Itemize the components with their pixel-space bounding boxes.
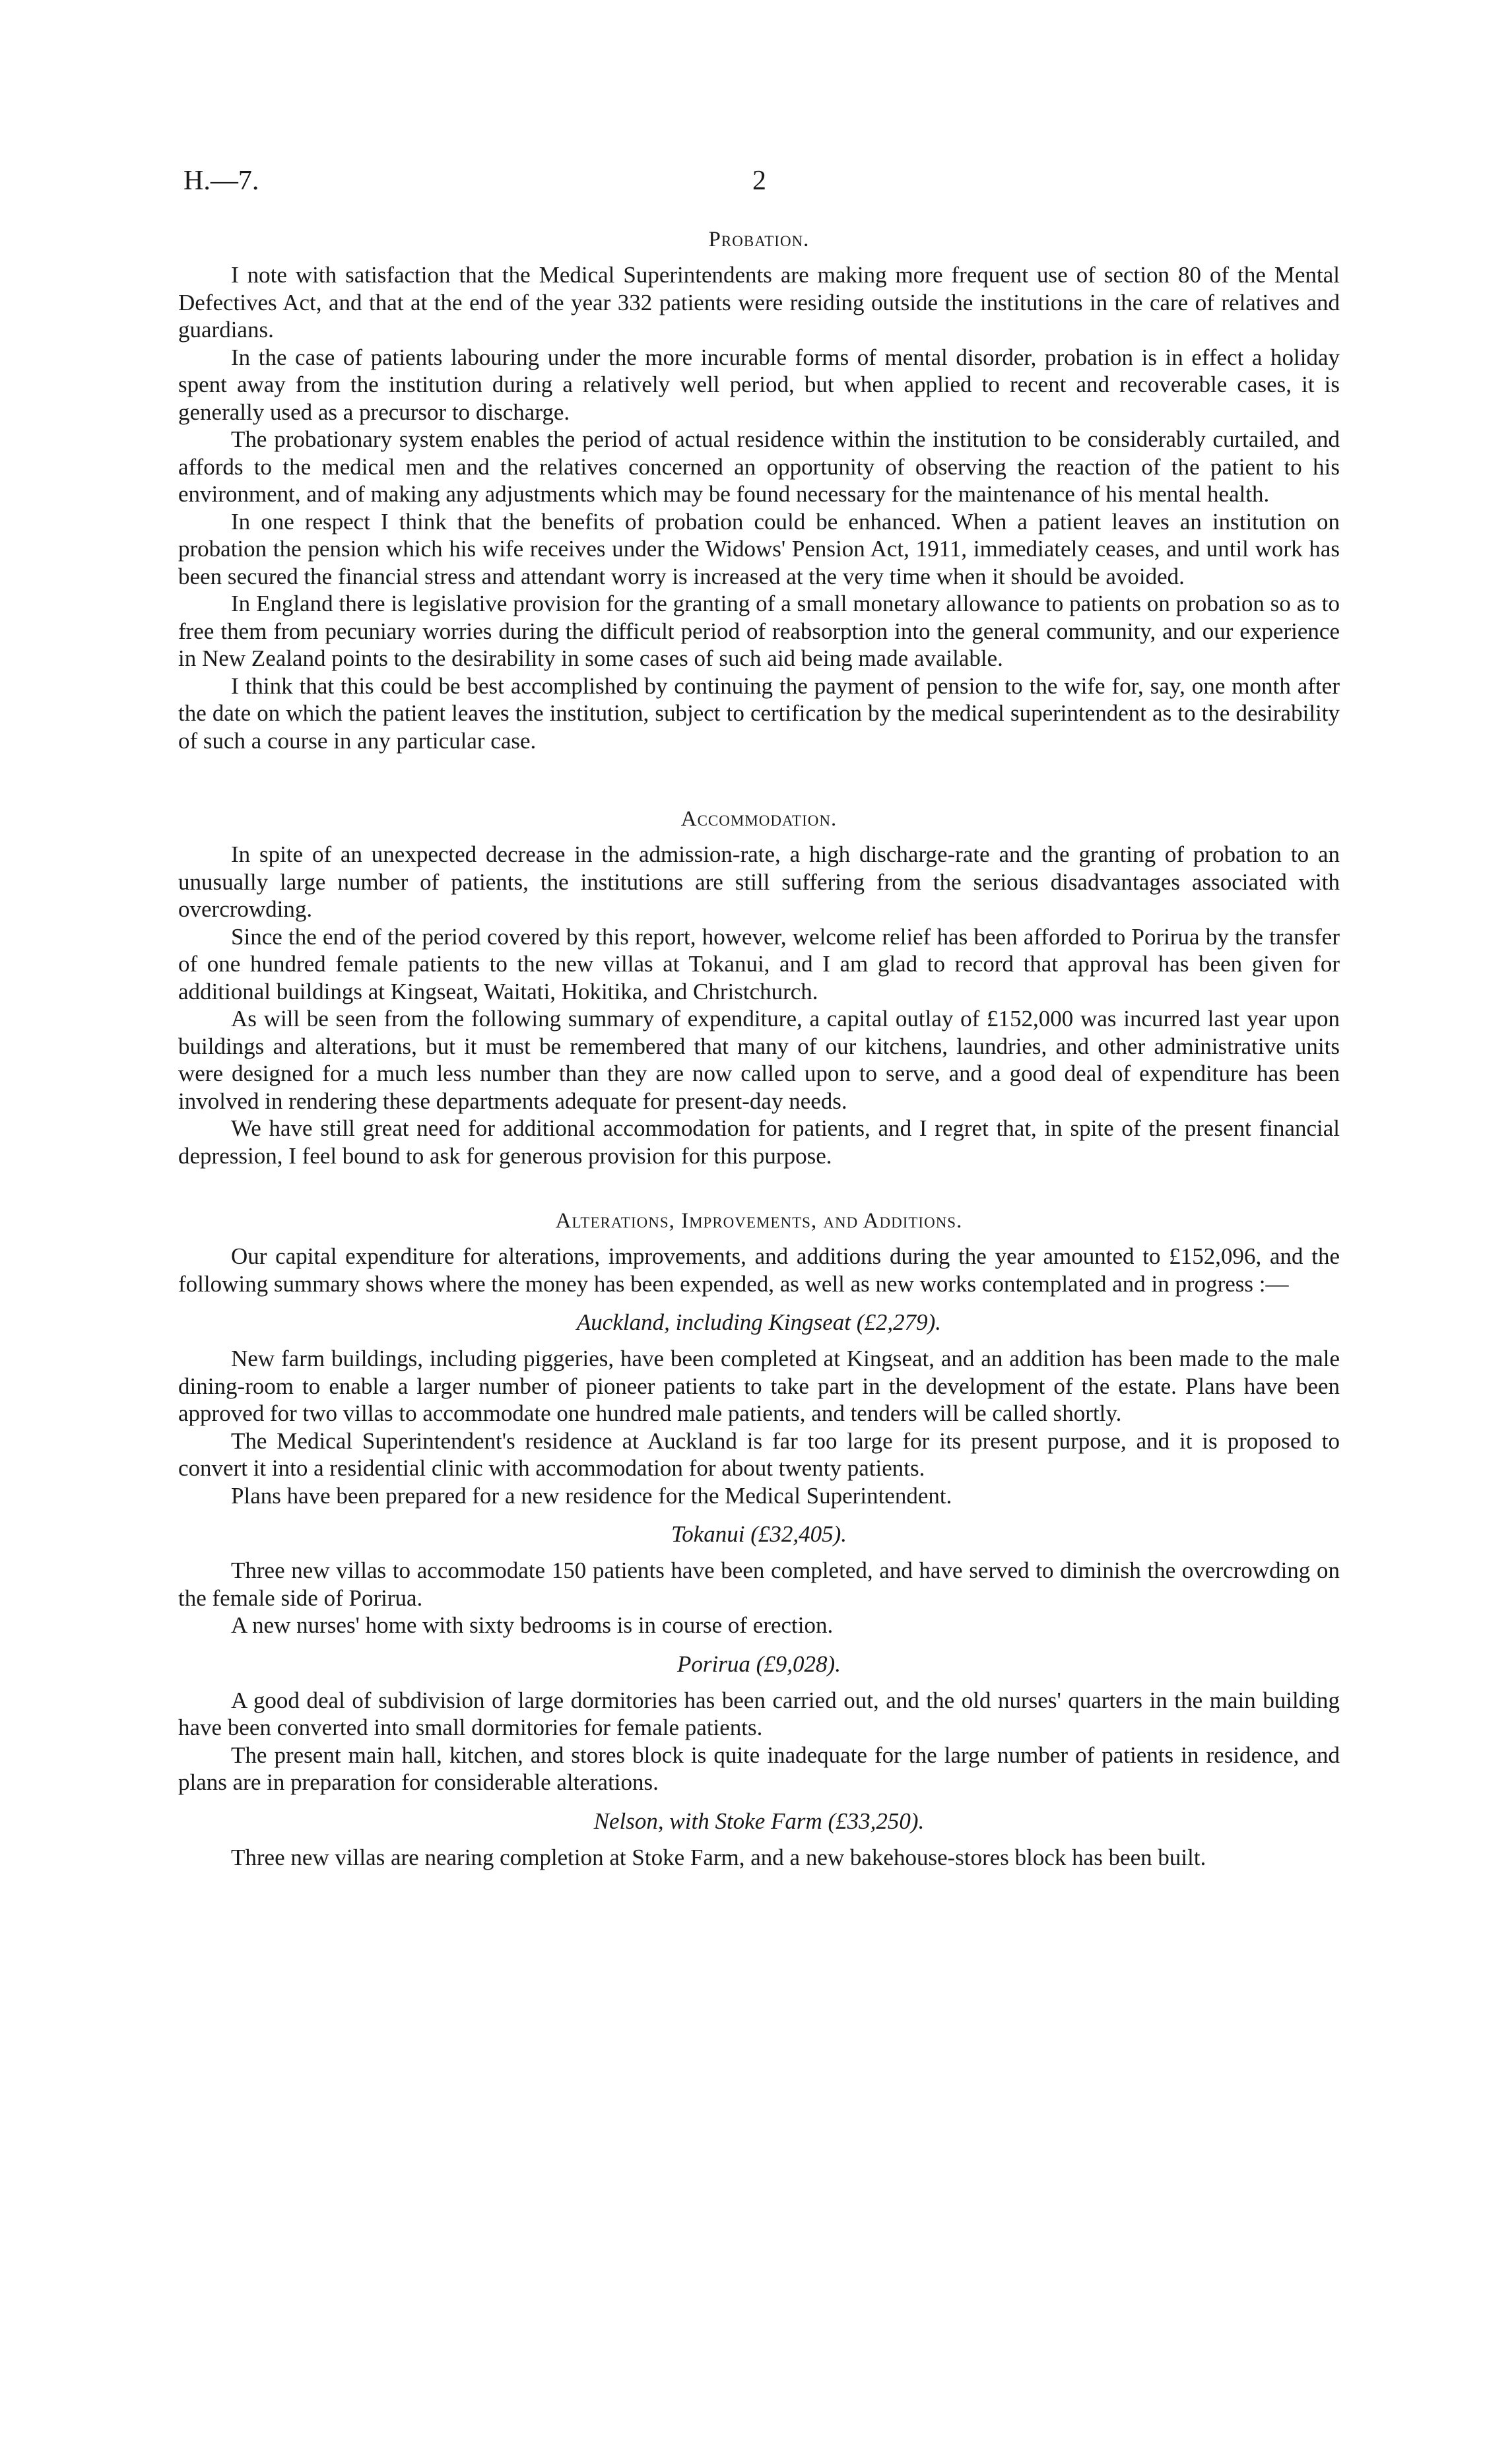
- subsection-heading-tokanui: Tokanui (£32,405).: [671, 1521, 847, 1547]
- page-number: 2: [752, 166, 766, 196]
- paragraph: New farm buildings, including piggeries, have been completed at Kingseat, and an addition has been made to the male dining-room to enable a larger number of pioneer patients to take part in the development of the estate. Plans have been approved for two villas to accommodate one hundred male patients, and tenders will be called shortly.: [178, 1346, 1340, 1426]
- paragraph: I think that this could be best accomplished by continuing the payment of pension to the wife for, say, one month after the date on which the patient leaves the institution, subject to certification by the medical superintendent as to the desirability of such a course in any particular case.: [178, 672, 1340, 754]
- paragraph: In one respect I think that the benefits of probation could be enhanced. When a patient leaves an institution on probation the pension which his wife receives under the Widows' Pension Act, 1911, immediately ceases, and until work has been secured the financial stress and attendant worry is increased at the very time when it should be avoided.: [178, 508, 1340, 589]
- subsection-heading-nelson: Nelson, with Stoke Farm (£33,250).: [593, 1808, 925, 1834]
- paragraph: I note with satisfaction that the Medical Superintendents are making more frequent use of section 80 of the Mental Defectives Act, and that at the end of the year 332 patients were residing outside the institutions in the care of relatives and guardians.: [178, 262, 1340, 343]
- page-header: [178, 165, 1340, 205]
- paragraph: In England there is legislative provision for the granting of a small monetary allowance to patients on probation so as to free them from pecuniary worries during the difficult period of reabsorption into the general community, and our experience in New Zealand points to the desirability in some cases of such aid being made available.: [178, 591, 1340, 671]
- paragraph: A good deal of subdivision of large dormitories has been carried out, and the old nurses' quarters in the main building have been converted into small dormitories for female patients.: [178, 1687, 1340, 1740]
- paragraph: Three new villas are nearing completion at Stoke Farm, and a new bakehouse-stores block has been built.: [231, 1844, 1206, 1870]
- paragraph: A new nurses' home with sixty bedrooms is in course of erection.: [231, 1612, 834, 1638]
- paragraph: The probationary system enables the period of actual residence within the institution to be considerably curtailed, and affords to the medical men and the relatives concerned an opportunity of observing the reaction of the patient to his environment, and of making any adjustments which may be found necessary for the maintenance of his mental health.: [178, 426, 1340, 507]
- section-heading: Probation.: [708, 228, 810, 251]
- paragraph: As will be seen from the following summary of expenditure, a capital outlay of £152,000 was incurred last year upon buildings and alterations, but it must be remembered that many of our kitchens, laundries, and other administrative units were designed for a much less number than they are now called upon to serve, and a good deal of expenditure has been involved in rendering these departments adequate for present-day needs.: [178, 1006, 1340, 1114]
- paragraph: We have still great need for additional accommodation for patients, and I regret that, in spite of the present financial depression, I feel bound to ask for generous provision for this purpose.: [178, 1115, 1340, 1169]
- paragraph: The Medical Superintendent's residence at Auckland is far too large for its present purpose, and it is proposed to convert it into a residential clinic with accommodation for about twenty patients.: [178, 1427, 1340, 1481]
- paragraph: Plans have been prepared for a new residence for the Medical Superintendent.: [231, 1482, 952, 1509]
- paragraph: Three new villas to accommodate 150 patients have been completed, and have served to diminish the overcrowding on the female side of Porirua.: [178, 1557, 1340, 1611]
- paragraph: Our capital expenditure for alterations, improvements, and additions during the year amounted to £152,096, and the following summary shows where the money has been expended, as well as new works contemplated and in progress :—: [178, 1243, 1340, 1297]
- subsection-heading-porirua: Porirua (£9,028).: [677, 1651, 841, 1677]
- section-alterations: [178, 1209, 1340, 1871]
- document-reference: H.—7.: [183, 166, 259, 196]
- subsection-heading-auckland: Auckland, including Kingseat (£2,279).: [576, 1309, 942, 1335]
- paragraph: In spite of an unexpected decrease in the admission-rate, a high discharge-rate and the granting of probation to an unusually large number of patients, the institutions are still suffering from the serious disadvantages associated with overcrowding.: [178, 841, 1340, 922]
- section-probation: [178, 228, 1340, 754]
- paragraph: The present main hall, kitchen, and stores block is quite inadequate for the large number of patients in residence, and plans are in preparation for considerable alterations.: [178, 1742, 1340, 1795]
- section-accommodation: [178, 807, 1340, 1169]
- paragraph: Since the end of the period covered by this report, however, welcome relief has been afforded to Porirua by the transfer of one hundred female patients to the new villas at Tokanui, and I am glad to record that approval has been given for additional buildings at Kingseat, Waitati, Hokitika, and Christchurch.: [178, 923, 1340, 1004]
- page-content: [178, 228, 1340, 1871]
- section-heading: Accommodation.: [680, 807, 838, 831]
- paragraph: In the case of patients labouring under the more incurable forms of mental disorder, probation is in effect a holiday spent away from the institution during a relatively well period, but when applied to recent and recoverable cases, it is generally used as a precursor to discharge.: [178, 344, 1340, 425]
- section-heading: Alterations, Improvements, and Additions.: [555, 1209, 963, 1233]
